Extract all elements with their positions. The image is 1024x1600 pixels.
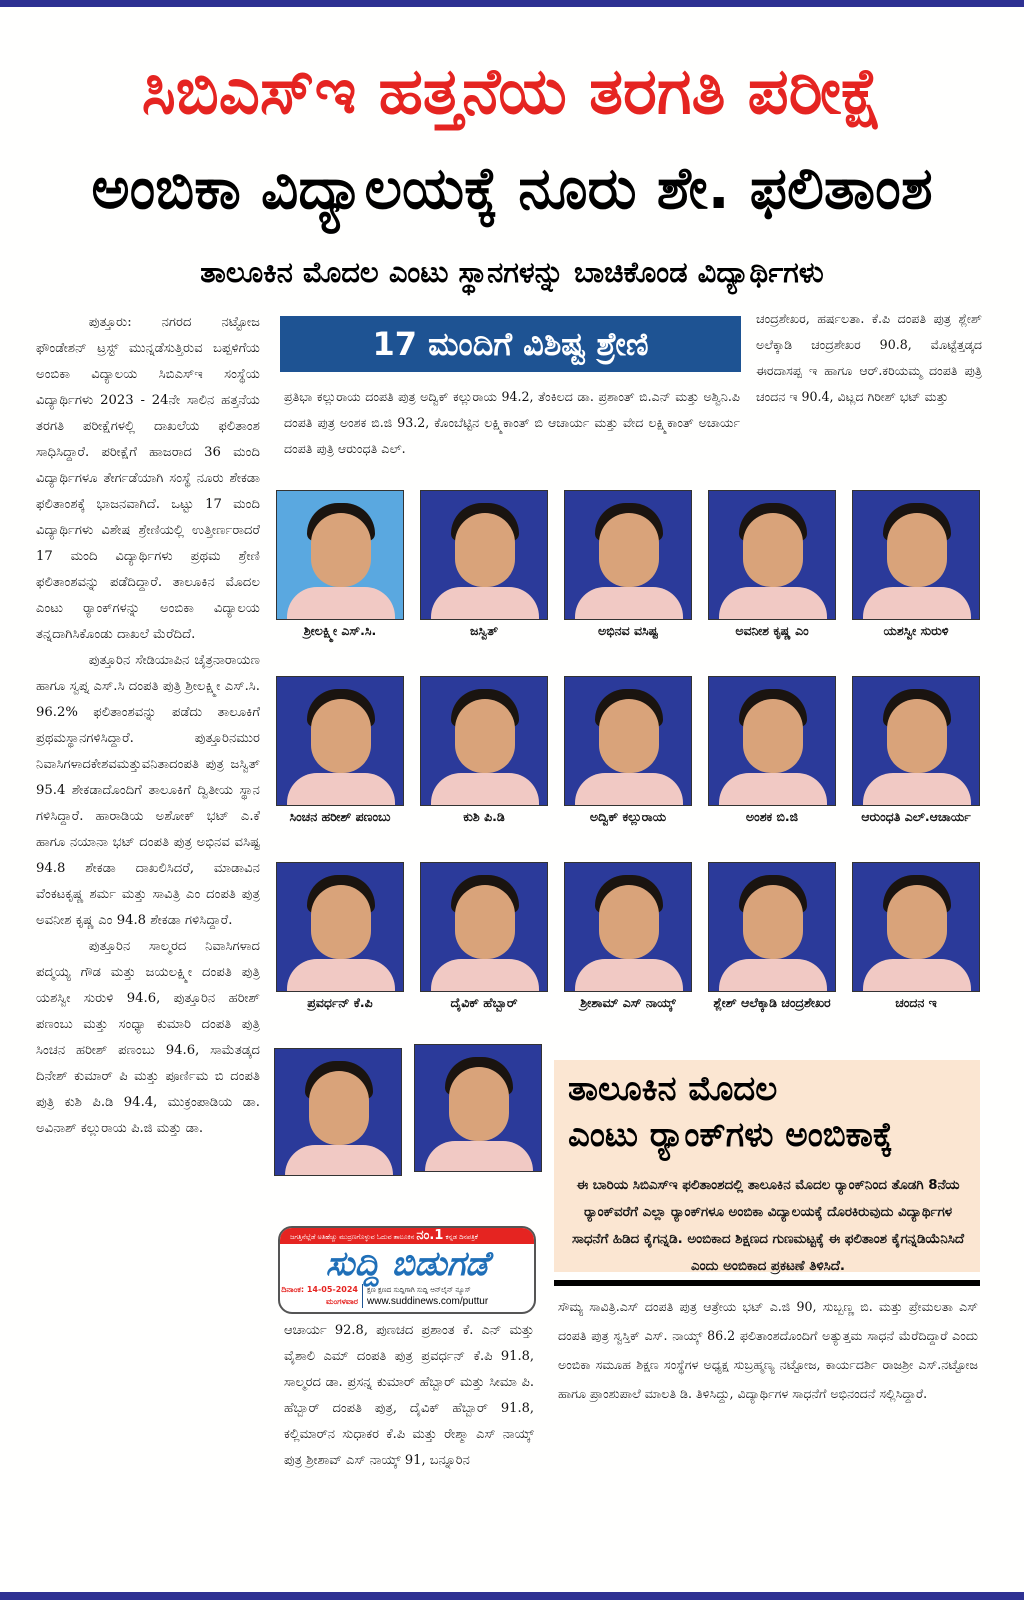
article-right-column-top: ಚಂದ್ರಶೇಖರ, ಹರ್ಷಲತಾ. ಕೆ.ಪಿ ದಂಪತಿ ಪುತ್ರ ಶ್ಲೇಶ್ ಅಲೆಕ್ಕಾಡಿ ಚಂದ್ರಶೇಖರ 90.8, ಮೊಟ್ಟೆತ್ತಡ್ಕದ ಈರದಾಸಪ್ಪ ಇ ಹಾಗೂ ಆರ್.ಕರಿಯಮ್ಮ ದಂಪತಿ ಪುತ್ರಿ ಚಂದನ ಇ 90.4, ವಿಟ್ಲದ ಗಿರೀಶ್ ಭಟ್ ಮತ್ತು <box>756 311 982 404</box>
issue-day: ಮಂಗಳವಾರ <box>325 1297 358 1306</box>
student-card <box>708 676 836 828</box>
section-divider <box>554 1280 980 1286</box>
headline-main: ಅಂಬಿಕಾ ವಿದ್ಯಾಲಯಕ್ಕೆ ನೂರು ಶೇ. ಫಲಿತಾಂಶ <box>91 154 933 222</box>
logo-title: ಸುದ್ದಿ ಬಿಡುಗಡೆ <box>325 1244 489 1284</box>
logo-date-block <box>280 1284 363 1308</box>
online-news-text: ಕ್ಷಣ ಕ್ಷಣದ ಸುದ್ದಿಗಾಗಿ ಸುದ್ದಿ ಆನ್‌ಲೈನ್ ನ್ಯೂಸ್ <box>367 1286 471 1294</box>
logo-online-block <box>363 1284 488 1308</box>
article-left-column <box>36 310 260 1142</box>
student-photo <box>414 1044 542 1172</box>
top-border <box>0 0 1024 7</box>
student-name: ಸಿಂಚನ ಹರೀಶ್ ಪಣಂಬು <box>289 809 391 824</box>
highlight-title-line2: ಎಂಟು ರ‍್ಯಾಂಕ್‌ಗಳು ಅಂಬಿಕಾಕ್ಕೆ <box>568 1115 893 1155</box>
logo-tagline <box>280 1228 534 1244</box>
student-name: ಅಂಶಕ ಬಿ.ಜಿ <box>745 809 799 824</box>
article-paragraph: ಪುತ್ತೂರಿನ ಸಾಲ್ಮರದ ನಿವಾಸಿಗಳಾದ ಪದ್ಮಯ್ಯ ಗೌಡ ಮತ್ತು ಜಯಲಕ್ಷ್ಮೀ ದಂಪತಿ ಪುತ್ರಿ ಯಶಸ್ವೀ ಸುರುಳಿ 94.6, ಪುತ್ತೂರಿನ ಹರೀಶ್ ಪಣಂಬು ಮತ್ತು ಸಂಧ್ಯಾ ಕುಮಾರಿ ದಂಪತಿ ಪುತ್ರಿ ಸಿಂಚನ ಹರೀಶ್ ಪಣಂಬು 94.6, ಸಾಮೆತಡ್ಕದ ದಿನೇಶ್ ಕುಮಾರ್ ಪಿ ಮತ್ತು ಪೂರ್ಣಿಮ ಬಿ ದಂಪತಿ ಪುತ್ರಿ ಕುಶಿ ಪಿ.ಡಿ 94.4, ಮುಕ್ರಂಪಾಡಿಯ ಡಾ. ಅವಿನಾಶ್ ಕಲ್ಲುರಾಯ ಪಿ.ಜಿ ಮತ್ತು ಡಾ. <box>36 939 260 1136</box>
student-card <box>564 862 692 1014</box>
student-card <box>420 862 548 1014</box>
student-name: ಕುಶಿ ಪಿ.ಡಿ <box>463 809 505 824</box>
student-card <box>274 1048 402 1176</box>
student-photo <box>274 1048 402 1176</box>
student-name: ಶ್ರೀಶಾಮ್ ಎಸ್ ನಾಯ್ಕ್ <box>580 995 676 1010</box>
article-paragraph: ಪುತ್ತೂರು: ನಗರದ ನಟ್ಟೋಜ ಫೌಂಡೇಶನ್ ಟ್ರಸ್ಟ್ ಮುನ್ನಡೆಸುತ್ತಿರುವ ಬಪ್ಪಳಿಗೆಯ ಅಂಬಿಕಾ ವಿದ್ಯಾಲಯ ಸಿಬಿಎಸ್‌ಇ ಸಂಸ್ಥೆಯ ವಿದ್ಯಾರ್ಥಿಗಳು 2023 - 24ನೇ ಸಾಲಿನ ಹತ್ತನೆಯ ತರಗತಿ ಪರೀಕ್ಷೆಗಳಲ್ಲಿ ದಾಖಲೆಯ ಫಲಿತಾಂಶ ಸಾಧಿಸಿದ್ದಾರೆ. ಪರೀಕ್ಷೆಗೆ ಹಾಜರಾದ 36 ಮಂದಿ ವಿದ್ಯಾರ್ಥಿಗಳೂ ತೇರ್ಗಡೆಯಾಗಿ ಸಂಸ್ಥೆ ನೂರು ಶೇಕಡಾ ಫಲಿತಾಂಶಕ್ಕೆ ಭಾಜನವಾಗಿದೆ. ಒಟ್ಟು 17 ಮಂದಿ ವಿದ್ಯಾರ್ಥಿಗಳು ವಿಶೇಷ ಶ್ರೇಣಿಯಲ್ಲಿ ಉತ್ತೀರ್ಣರಾದರೆ 17 ಮಂದಿ ವಿದ್ಯಾರ್ಥಿಗಳು ಪ್ರಥಮ ಶ್ರೇಣಿ ಫಲಿತಾಂಶವನ್ನು ಪಡೆದಿದ್ದಾರೆ. ತಾಲೂಕಿನ ಮೊದಲ ಎಂಟು ರ‍್ಯಾಂಕ್‌ಗಳನ್ನು ಅಂಬಿಕಾ ವಿದ್ಯಾಲಯ ತನ್ನದಾಗಿಸಿಕೊಂಡು ದಾಖಲೆ ಮೆರೆದಿದೆ. <box>36 315 260 642</box>
student-photo <box>564 676 692 806</box>
highlight-box <box>554 1060 980 1272</box>
bottom-border <box>0 1592 1024 1600</box>
student-card <box>420 676 548 828</box>
student-card <box>276 862 404 1014</box>
student-card <box>564 676 692 828</box>
student-name: ಶ್ಲೇಶ್ ಆಲೆಕ್ಕಾಡಿ ಚಂದ್ರಶೇಖರ <box>713 995 831 1010</box>
student-card <box>276 676 404 828</box>
student-name: ದೈವಿಕ್ ಹೆಬ್ಬಾರ್ <box>450 995 518 1010</box>
distinction-banner: 17 ಮಂದಿಗೆ ವಿಶಿಷ್ಟ ಶ್ರೇಣಿ <box>280 316 741 372</box>
student-photo <box>852 862 980 992</box>
student-name: ಆರುಂಧತಿ ಎಲ್.ಆಚಾರ್ಯ <box>861 809 971 824</box>
newspaper-logo <box>278 1226 536 1314</box>
student-photo <box>564 862 692 992</box>
highlight-title-line1: ತಾಲೂಕಿನ ಮೊದಲ <box>568 1069 778 1109</box>
student-photo <box>852 490 980 620</box>
highlight-body: ಈ ಬಾರಿಯ ಸಿಬಿಎಸ್‌ಇ ಫಲಿತಾಂಶದಲ್ಲಿ ತಾಲೂಕಿನ ಮೊದಲ ರ‍್ಯಾಂಕ್‌ನಿಂದ ತೊಡಗಿ 8ನೆಯ ರ‍್ಯಾಂಕ್‌ವರೆಗೆ ಎಲ್ಲಾ ರ‍್ಯಾಂಕ್‌ಗಳೂ ಅಂಬಿಕಾ ವಿದ್ಯಾಲಯಕ್ಕೆ ದೊರಕಿರುವುದು ವಿದ್ಯಾರ್ಥಿಗಳ ಸಾಧನೆಗೆ ಹಿಡಿದ ಕೈಗನ್ನಡಿ. ಅಂಬಿಕಾದ ಶಿಕ್ಷಣದ ಗುಣಮಟ್ಟಕ್ಕೆ ಈ ಫಲಿತಾಂಶ ಕೈಗನ್ನಡಿಯೆನಿಸಿದೆ ಎಂದು ಅಂಬಿಕಾದ ಪ್ರಕಟಣೆ ತಿಳಿಸಿದೆ. <box>571 1178 965 1274</box>
student-photo <box>708 676 836 806</box>
issue-date: ದಿನಾಂಕ: 14-05-2024 <box>281 1285 358 1294</box>
student-photo <box>708 490 836 620</box>
headline-kicker: ಸಿಬಿಎಸ್‌ಇ ಹತ್ತನೆಯ ತರಗತಿ ಪರೀಕ್ಷೆ <box>141 55 883 129</box>
student-card <box>276 490 404 642</box>
article-middle-column-bottom: ಆಚಾರ್ಯ 92.8, ಪುಣಚದ ಪ್ರಶಾಂತ ಕೆ. ಎನ್ ಮತ್ತು ವೈಶಾಲಿ ಎಮ್ ದಂಪತಿ ಪುತ್ರ ಪ್ರವರ್ಧನ್ ಕೆ.ಪಿ 91.8, ಸಾಲ್ಮರದ ಡಾ. ಪ್ರಸನ್ನ ಕುಮಾರ್ ಹೆಬ್ಬಾರ್ ಮತ್ತು ಸೀಮಾ ಪಿ. ಹೆಬ್ಬಾರ್ ದಂಪತಿ ಪುತ್ರ, ದೈವಿಕ್ ಹೆಬ್ಬಾರ್ 91.8, ಕಲ್ಲಿಮಾರ್‌ನ ಸುಧಾಕರ ಕೆ.ಪಿ ಮತ್ತು ರೇಶ್ಮಾ ಎಸ್ ನಾಯ್ಕ್ ಪುತ್ರ ಶ್ರೀಶಾವ್ ಎಸ್ ನಾಯ್ಕ್ 91, ಬನ್ನೂರಿನ <box>284 1323 534 1468</box>
website-url: www.suddinews.com/puttur <box>367 1296 489 1307</box>
student-photo <box>276 862 404 992</box>
student-name: ಯಶಸ್ವೀ ಸುರುಳಿ <box>883 623 949 638</box>
student-photo <box>564 490 692 620</box>
student-card <box>852 676 980 828</box>
highlight-title <box>568 1066 978 1158</box>
student-name: ಜಸ್ವಿತ್ <box>470 623 498 638</box>
logo-tagline-suffix: ಕನ್ನಡ ದಿನಪತ್ರಿಕೆ <box>445 1233 478 1241</box>
sub-headline: ತಾಲೂಕಿನ ಮೊದಲ ಎಂಟು ಸ್ಥಾನಗಳನ್ನು ಬಾಚಿಕೊಂಡ ವಿದ್ಯಾರ್ಥಿಗಳು <box>200 255 824 289</box>
article-paragraph: ಪುತ್ತೂರಿನ ಸೇಡಿಯಾಪಿನ ಚೈತ್ರನಾರಾಯಣ ಹಾಗೂ ಸ್ವಪ್ನ ಎಸ್.ಸಿ ದಂಪತಿ ಪುತ್ರಿ ಶ್ರೀಲಕ್ಷ್ಮೀ ಎಸ್.ಸಿ. 96.2% ಫಲಿತಾಂಶವನ್ನು ಪಡೆದು ತಾಲೂಕಿಗೆ ಪ್ರಥಮಸ್ಥಾನಗಳಿಸಿದ್ದಾರೆ. ಪುತ್ತೂರಿನಮುರ ನಿವಾಸಿಗಳಾದಕೇಶವಮತ್ತುವನಿತಾದಂಪತಿ ಪುತ್ರ ಜಸ್ವಿತ್ 95.4 ಶೇಕಡಾದೊಂದಿಗೆ ತಾಲೂಕಿಗೆ ದ್ವಿತೀಯ ಸ್ಥಾನ ಗಳಿಸಿದ್ದಾರೆ. ಹಾರಾಡಿಯ ಅಶೋಕ್ ಭಟ್ ಎ.ಕೆ ಹಾಗೂ ನಯಾನಾ ಭಟ್ ದಂಪತಿ ಪುತ್ರ ಅಭಿನವ ವಸಿಷ್ಟ 94.8 ಶೇಕಡಾ ದಾಖಲಿಸಿದರೆ, ಮಾಡಾವಿನ ವೆಂಕಟಕೃಷ್ಣ ಶರ್ಮ ಮತ್ತು ಸಾವಿತ್ರಿ ಎಂ ದಂಪತಿ ಪುತ್ರ ಅವನೀಶ ಕೃಷ್ಣ ಎಂ 94.8 ಶೇಕಡಾ ಗಳಿಸಿದ್ದಾರೆ. <box>36 653 260 928</box>
student-photo <box>276 676 404 806</box>
article-middle-column-top: ಪ್ರತಿಭಾ ಕಲ್ಲುರಾಯ ದಂಪತಿ ಪುತ್ರ ಅದ್ವಿಕ್ ಕಲ್ಲುರಾಯ 94.2, ತೆಂಕಿಲದ ಡಾ. ಪ್ರಶಾಂತ್ ಬಿ.ಎನ್ ಮತ್ತು ಅಶ್ವಿನಿ.ಪಿ ದಂಪತಿ ಪುತ್ರ ಅಂಶಕ ಬಿ.ಜಿ 93.2, ಕೊಂಬೆಟ್ಟಿನ ಲಕ್ಷ್ಮಿಕಾಂತ್ ಬಿ ಆಚಾರ್ಯ ಮತ್ತು ವೇದ ಲಕ್ಷ್ಮಿಕಾಂತ್ ಅಚಾರ್ಯ ದಂಪತಿ ಪುತ್ರಿ ಆರುಂಧತಿ ಎಲ್. <box>284 389 740 456</box>
student-card <box>852 490 980 642</box>
student-photo <box>852 676 980 806</box>
student-card <box>564 490 692 642</box>
student-card <box>708 862 836 1014</box>
student-photo <box>420 862 548 992</box>
student-name: ಅವನೀಶ ಕೃಷ್ಣ ಎಂ <box>735 623 809 638</box>
student-name: ಪ್ರವರ್ಧನ್ ಕೆ.ಪಿ <box>307 995 373 1010</box>
student-photo <box>420 490 548 620</box>
student-card <box>414 1044 542 1172</box>
student-card <box>420 490 548 642</box>
student-photo <box>276 490 404 620</box>
student-name: ಅದ್ವಿಕ್ ಕಲ್ಲುರಾಯ <box>589 809 667 824</box>
student-card <box>708 490 836 642</box>
student-name: ಚಂದನ ಇ <box>895 995 937 1010</box>
logo-tagline-text: ಜಗತ್ತಿನೆಲ್ಲೆಡೆ ಅತಿಹೆಚ್ಚು ಮುದ್ರಣಗೊಳ್ಳುವ ಓದುವ ತಾಲೂಕಿನ <box>290 1233 415 1241</box>
logo-rank: ನಂ.1 <box>416 1228 444 1243</box>
article-right-column-bottom: ಸೌಮ್ಯ ಸಾವಿತ್ರಿ.ಎಸ್ ದಂಪತಿ ಪುತ್ರ ಆತ್ರೇಯ ಭಟ್ ಎ.ಜಿ 90, ಸುಬ್ಬಣ್ಣ ಬಿ. ಮತ್ತು ಪ್ರೇಮಲತಾ ಎಸ್ ದಂಪತಿ ಪುತ್ರ ಸ್ವಸ್ತಿಕ್ ಎಸ್. ನಾಯ್ಕ್ 86.2 ಫಲಿತಾಂಶದೊಂದಿಗೆ ಅತ್ಯುತ್ತಮ ಸಾಧನೆ ಮೆರೆದಿದ್ದಾರೆ ಎಂದು ಅಂಬಿಕಾ ಸಮೂಹ ಶಿಕ್ಷಣ ಸಂಸ್ಥೆಗಳ ಅಧ್ಯಕ್ಷ ಸುಬ್ರಹ್ಮಣ್ಯ ನಟ್ಟೋಜ, ಕಾರ್ಯದರ್ಶಿ ರಾಜಶ್ರೀ ಎಸ್.ನಟ್ಟೋಜ ಹಾಗೂ ಪ್ರಾಂಶುಪಾಲೆ ಮಾಲತಿ ಡಿ. ತಿಳಿಸಿದ್ದು, ವಿದ್ಯಾರ್ಥಿಗಳ ಸಾಧನೆಗೆ ಅಭಿನಂದನೆ ಸಲ್ಲಿಸಿದ್ದಾರೆ. <box>558 1299 978 1401</box>
student-name: ಅಭಿನವ ವಸಿಷ್ಟ <box>597 623 659 638</box>
student-photo <box>420 676 548 806</box>
logo-footer <box>280 1284 534 1308</box>
student-photo <box>708 862 836 992</box>
student-name: ಶ್ರೀಲಕ್ಷ್ಮೀ ಎಸ್.ಸಿ. <box>303 623 377 638</box>
student-card <box>852 862 980 1014</box>
